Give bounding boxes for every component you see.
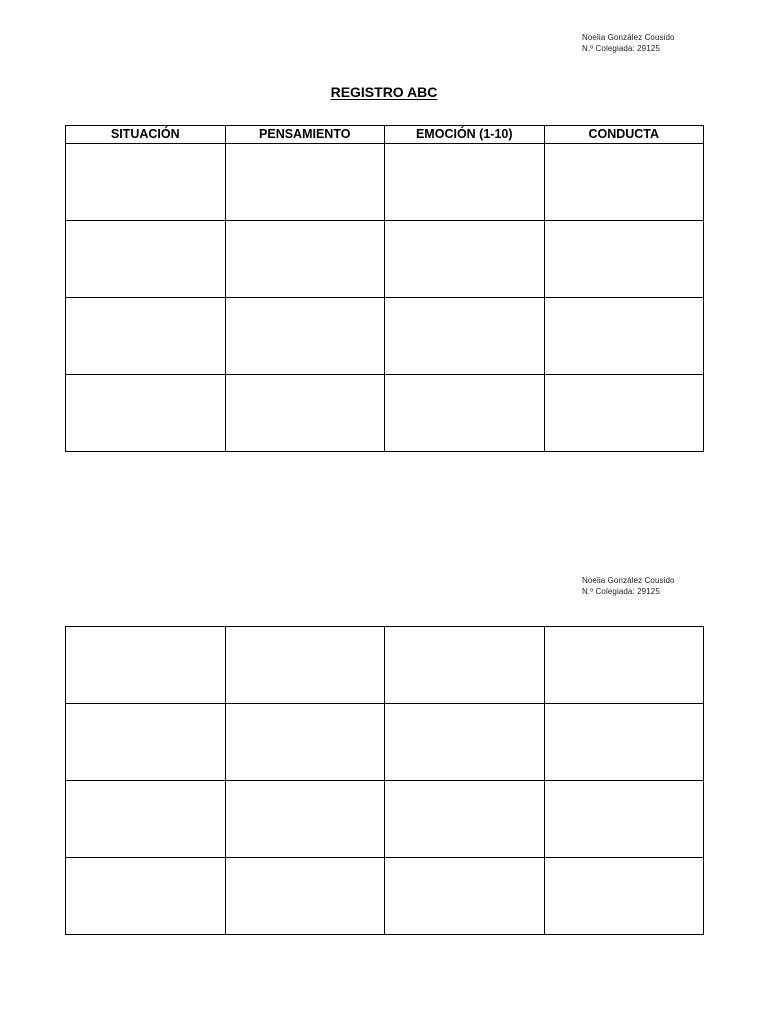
- author-name: Noelia González Cousido: [582, 576, 675, 585]
- table-cell[interactable]: [544, 144, 704, 221]
- table-cell[interactable]: [544, 781, 704, 858]
- table-cell[interactable]: [544, 298, 704, 375]
- table-row: [66, 298, 704, 375]
- column-header-conducta: CONDUCTA: [544, 126, 704, 144]
- table-cell[interactable]: [66, 781, 226, 858]
- table-cell[interactable]: [225, 704, 385, 781]
- table-row: [66, 375, 704, 452]
- table-row: [66, 781, 704, 858]
- table-cell[interactable]: [66, 627, 226, 704]
- table-row: [66, 221, 704, 298]
- table-cell[interactable]: [385, 221, 545, 298]
- table-cell[interactable]: [385, 144, 545, 221]
- table-row: [66, 704, 704, 781]
- author-name: Noelia González Cousido: [582, 33, 675, 42]
- table-cell[interactable]: [544, 221, 704, 298]
- table-cell[interactable]: [225, 781, 385, 858]
- table-cell[interactable]: [544, 375, 704, 452]
- table-cell[interactable]: [385, 627, 545, 704]
- license-number: N.º Colegiada: 29125: [582, 587, 660, 596]
- table-cell[interactable]: [544, 858, 704, 935]
- author-info-top: [582, 32, 752, 54]
- column-header-pensamiento: PENSAMIENTO: [225, 126, 385, 144]
- table-cell[interactable]: [66, 375, 226, 452]
- table-cell[interactable]: [385, 781, 545, 858]
- table-cell[interactable]: [225, 627, 385, 704]
- table-cell[interactable]: [225, 144, 385, 221]
- table-cell[interactable]: [225, 298, 385, 375]
- table-cell[interactable]: [225, 375, 385, 452]
- table-cell[interactable]: [66, 221, 226, 298]
- column-header-emocion: EMOCIÓN (1-10): [385, 126, 545, 144]
- table-cell[interactable]: [225, 858, 385, 935]
- column-header-situacion: SITUACIÓN: [66, 126, 226, 144]
- table-row: [66, 627, 704, 704]
- table-header-row: [66, 126, 704, 144]
- table-cell[interactable]: [66, 298, 226, 375]
- table-cell[interactable]: [385, 858, 545, 935]
- table-cell[interactable]: [544, 627, 704, 704]
- table-row: [66, 144, 704, 221]
- table-cell[interactable]: [225, 221, 385, 298]
- abc-record-table: [65, 125, 704, 452]
- license-number: N.º Colegiada: 29125: [582, 44, 660, 53]
- author-info-bottom: [582, 575, 752, 597]
- table-cell[interactable]: [66, 144, 226, 221]
- table-cell[interactable]: [385, 704, 545, 781]
- document-title: REGISTRO ABC: [330, 84, 438, 100]
- table-cell[interactable]: [385, 375, 545, 452]
- table-cell[interactable]: [385, 298, 545, 375]
- table-cell[interactable]: [66, 858, 226, 935]
- table-cell[interactable]: [66, 704, 226, 781]
- table-row: [66, 858, 704, 935]
- table-cell[interactable]: [544, 704, 704, 781]
- abc-record-table-continued: [65, 626, 704, 935]
